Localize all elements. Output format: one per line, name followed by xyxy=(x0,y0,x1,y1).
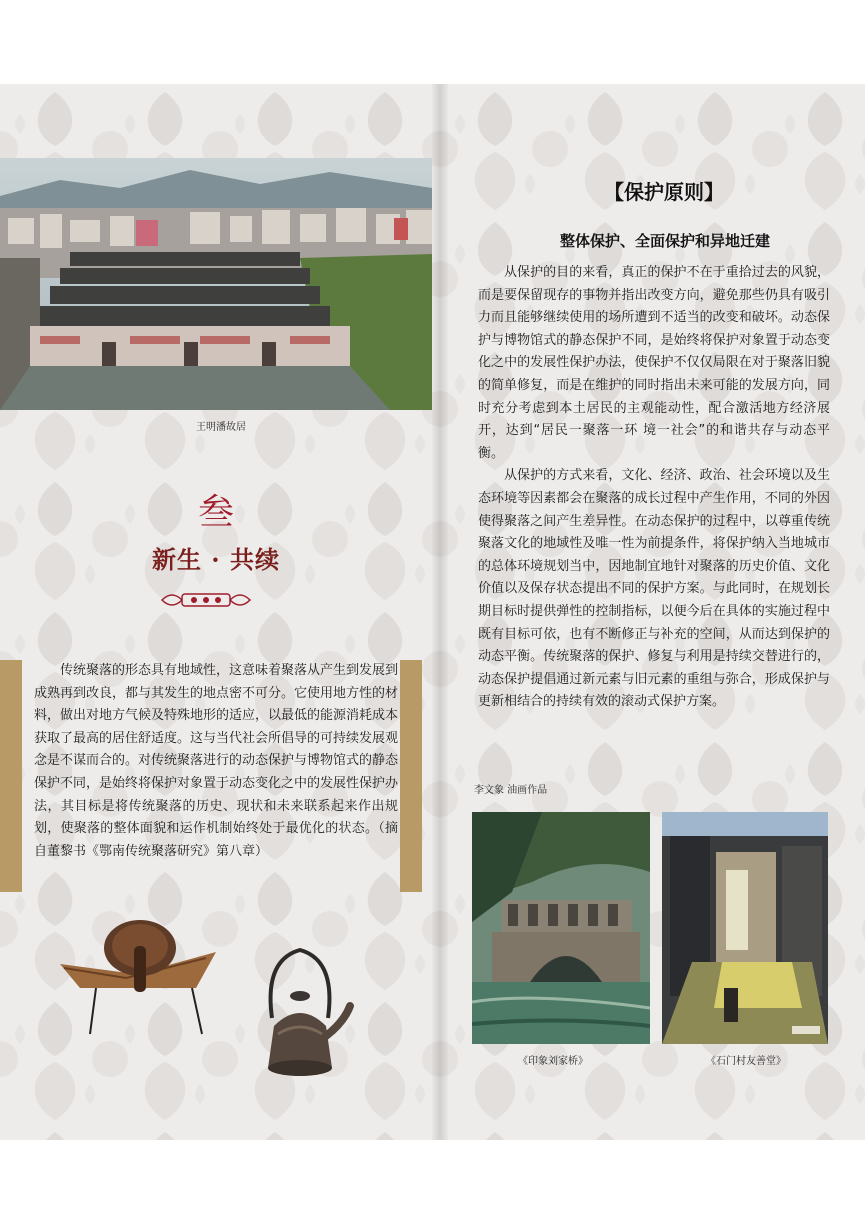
section-heading: 【保护原则】 xyxy=(604,180,724,204)
ornament-divider xyxy=(158,588,254,612)
book-gutter xyxy=(432,84,448,1140)
painting-bridge xyxy=(472,812,650,1044)
section-body xyxy=(478,262,830,714)
painting-caption-bridge: 《印象刘家桥》 xyxy=(518,1056,588,1067)
paintings-credit: 李文象 油画作品 xyxy=(474,785,548,796)
painting-caption-courtyard: 《石门村友善堂》 xyxy=(706,1056,786,1067)
village-aerial-photo xyxy=(0,158,432,410)
painting-courtyard xyxy=(662,812,828,1044)
grinding-stone-illustration xyxy=(56,916,226,1036)
chapter-title: 新生 · 共续 xyxy=(151,545,281,574)
photo-caption: 王明潘故居 xyxy=(196,422,246,433)
section-subheading: 整体保护、全面保护和异地迁建 xyxy=(559,232,770,250)
book-spread xyxy=(0,84,865,1140)
chapter-body xyxy=(34,660,398,863)
section-paragraph-2: 从保护的方式来看，文化、经济、政治、社会环境以及生态环境等因素都会在聚落的成长过程中产生作用，不同的外因使得聚落之间产生差异性。在动态保护的过程中，以尊重传统聚落文化的地域性及唯一性为前提条件，将保护纳入当地城市的总体环境规划当中，因地制宜地针对聚落的历史价值、文化价值以及保存状态提出不同的保护方案。与此同时，在规划长期目标时提供弹性的控制指标，以便今后在具体的实施过程中既有目标可依，也有不断修正与补充的空间，从而达到保护的动态平衡。传统聚落的保护、修复与利用是持续交替进行的，动态保护提倡通过新元素与旧元素的重组与弥合，形成保护与更新相结合的持续有效的滚动式保护方案。 xyxy=(478,468,830,710)
left-accent-bar xyxy=(0,660,22,892)
right-accent-bar xyxy=(400,660,422,892)
chapter-paragraph: 传统聚落的形态具有地域性，这意味着聚落从产生到发展到成熟再到改良，都与其发生的地点密不可分。它使用地方性的材料，做出对地方气候及特殊地形的适应，以最低的能源消耗成本获取了最高的居住舒适度。这与当代社会所倡导的可持续发展观念是不谋而合的。对传统聚落进行的动态保护与博物馆式的静态保护不同，是始终将保护对象置于动态变化之中的发展性保护办法，其目标是将传统聚落的历史、现状和未来联系起来作出规划，使聚落的整体面貌和运作机制始终处于最优化的状态。（摘自董黎书《鄂南传统聚落研究》第八章） xyxy=(34,663,399,859)
chapter-number: 叁 xyxy=(197,492,234,533)
kettle-illustration xyxy=(252,944,356,1086)
section-paragraph-1: 从保护的目的来看，真正的保护不在于重拾过去的风貌，而是要保留现存的事物并指出改变方向，避免那些仍具有吸引力而且能够继续使用的场所遭到不适当的改变和破坏。动态保护与博物馆式的静态保护不同，是始终将保护对象置于动态变化之中的发展性保护办法，使保护不仅仅局限在对于聚落旧貌的简单修复，而是在维护的同时指出未来可能的发展方向，同时充分考虑到本土居民的主观能动性，配合激活地方经济展开，达到“居民一聚落一环 境一社会”的和谐共存与动态平衡。 xyxy=(478,265,830,461)
